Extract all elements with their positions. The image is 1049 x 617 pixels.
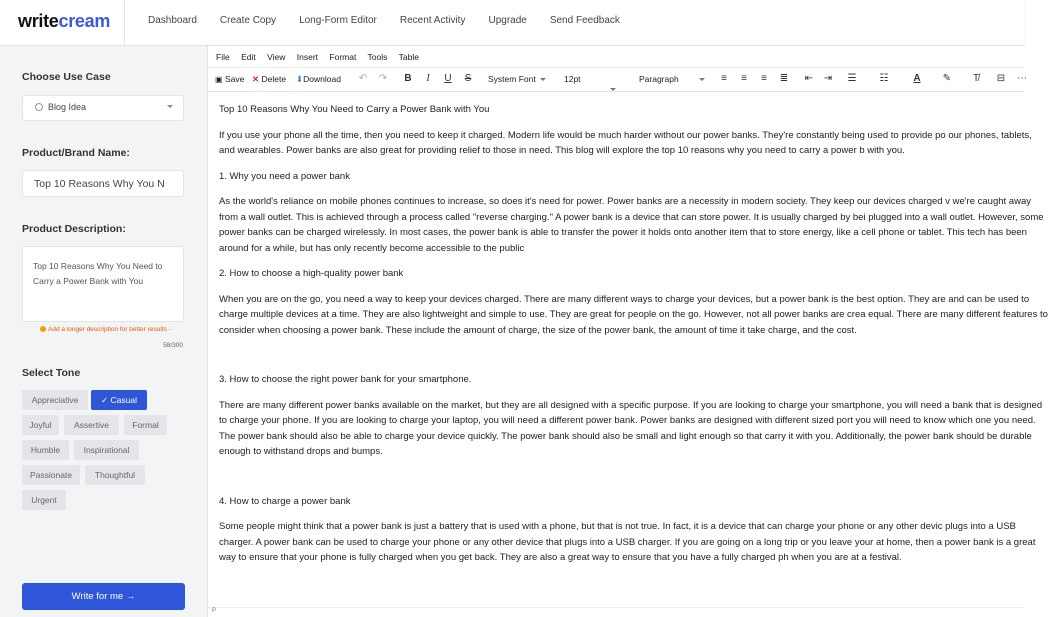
heading-3: 3. How to choose the right power bank for your smartphone.: [219, 374, 472, 385]
menu-table[interactable]: Table: [398, 52, 419, 62]
editor: [208, 46, 1048, 617]
paragraph-1: As the world's reliance on mobile phones continues to increase, so does it's need for power. Power banks are a necessity in modern society. They keep our devices charged v we're caught away from a wall outlet. This is achieved through a process called "reverse charging." A power bank is a device that can store power. It is usually charged by bei plugged into a wall outlet. However, some power banks can be charged wirelessly. In most cases, the power bank is able to transfer the power it holds onto another item that to store energy, like a cell phone or tablet. This tech has been around for a while, but has only recently become accessible to the public: [219, 196, 1044, 254]
download-icon: ⬇: [296, 74, 304, 84]
editor-menubar: [208, 46, 1024, 68]
strikethrough-icon[interactable]: S: [464, 73, 472, 84]
numbered-list-icon[interactable]: ☷: [879, 73, 889, 84]
select-tone-label: Select Tone: [22, 367, 81, 379]
tone-humble[interactable]: Humble: [22, 440, 69, 460]
chevron-down-icon: [540, 78, 546, 81]
use-case-value: Blog Idea: [48, 102, 87, 112]
italic-icon[interactable]: I: [426, 73, 430, 84]
chevron-down-icon: [167, 105, 173, 108]
clear-formatting-icon[interactable]: T̸: [972, 73, 980, 84]
heading-2: 2. How to choose a high-quality power bank: [219, 268, 404, 279]
brand-name-label: Product/Brand Name:: [22, 147, 130, 159]
delete-button[interactable]: ✕ Delete: [252, 74, 287, 84]
tone-appreciative[interactable]: Appreciative: [22, 390, 88, 410]
floppy-icon: ▣: [215, 75, 223, 84]
chevron-down-icon: [610, 88, 616, 91]
editor-toolbar: [208, 68, 1027, 92]
top-bar: [0, 0, 1024, 46]
description-char-count: 58/300: [163, 342, 183, 349]
tone-urgent[interactable]: Urgent: [22, 490, 66, 510]
menu-tools[interactable]: Tools: [367, 52, 388, 62]
bullet-list-icon[interactable]: ☰: [847, 73, 857, 84]
main-nav: [148, 15, 643, 26]
sidebar: [0, 46, 208, 617]
nav-send-feedback[interactable]: Send Feedback: [549, 15, 620, 26]
brand-name-input[interactable]: Top 10 Reasons Why You N: [22, 170, 184, 197]
menu-view[interactable]: View: [267, 52, 286, 62]
use-case-select[interactable]: [22, 95, 184, 121]
bold-icon[interactable]: B: [404, 73, 412, 84]
tone-thoughtful[interactable]: Thoughtful: [85, 465, 145, 485]
text-color-icon[interactable]: A: [913, 73, 921, 84]
align-justify-icon[interactable]: ≣: [779, 73, 789, 84]
tone-inspirational[interactable]: Inspirational: [74, 440, 139, 460]
warning-emoji-icon: [40, 326, 46, 332]
product-description-textarea[interactable]: Top 10 Reasons Why You Need to Carry a Power Bank with You: [22, 246, 184, 322]
underline-icon[interactable]: U: [444, 73, 452, 84]
use-case-label: Choose Use Case: [22, 71, 111, 83]
delete-x-icon: ✕: [252, 74, 260, 84]
menu-format[interactable]: Format: [329, 52, 357, 62]
logo-divider: [124, 0, 125, 46]
menu-file[interactable]: File: [216, 52, 230, 62]
font-size-select[interactable]: 12pt: [564, 74, 630, 94]
align-center-icon[interactable]: ≡: [741, 73, 747, 84]
write-for-me-button[interactable]: Write for me →: [22, 583, 185, 610]
tone-formal[interactable]: Formal: [124, 415, 167, 435]
editor-statusbar: P: [208, 607, 1024, 617]
lightbulb-icon: [35, 103, 43, 111]
align-right-icon[interactable]: ≡: [761, 73, 767, 84]
menu-insert[interactable]: Insert: [296, 52, 319, 62]
tone-joyful[interactable]: Joyful: [22, 415, 59, 435]
download-button[interactable]: ⬇Download: [296, 74, 341, 84]
document-title: Top 10 Reasons Why You Need to Carry a Power Bank with You: [219, 104, 490, 115]
indent-icon[interactable]: ⇥: [823, 73, 833, 84]
align-left-icon[interactable]: ≡: [721, 73, 727, 84]
nav-create-copy[interactable]: Create Copy: [219, 15, 277, 26]
save-button[interactable]: ▣ Save: [215, 74, 245, 84]
font-family-select[interactable]: System Font: [488, 74, 558, 84]
product-description-label: Product Description:: [22, 223, 126, 235]
description-hint: Add a longer description for better results -: [40, 326, 171, 333]
menu-edit[interactable]: Edit: [241, 52, 256, 62]
outdent-icon[interactable]: ⇤: [804, 73, 814, 84]
paragraph-2: When you are on the go, you need a way to keep your devices charged. There are many different ways to charge your devices, but a power bank is the best option. They are and can be used to charge multiple devices at a time. They are also lightweight and simple to use. They are great for people on the go. However, not all power banks are crea equal. There are many different features to consider when choosing a power bank. These include the amount of charge, the size of the power bank, the amount of time it take charge, and the cost.: [219, 293, 1048, 336]
editor-content[interactable]: [219, 102, 1048, 607]
page-break-icon[interactable]: ⊟: [996, 73, 1006, 84]
more-icon[interactable]: ⋯: [1017, 73, 1027, 84]
nav-upgrade[interactable]: Upgrade: [488, 15, 527, 26]
undo-icon[interactable]: ↶: [358, 73, 368, 84]
tone-casual[interactable]: ✓ Casual: [91, 390, 147, 410]
heading-4: 4. How to charge a power bank: [219, 495, 351, 507]
heading-1: 1. Why you need a power bank: [219, 170, 350, 182]
tone-assertive[interactable]: Assertive: [64, 415, 119, 435]
paragraph-4: Some people might think that a power bank is just a battery that is used with a phone, but that is not true. In fact, it is a device that can charge your phone or any other devic plugs into a USB charger. A power bank can be used to charge your phone or any other device that plugs into a USB charger. If you are going on a long trip or you leave your at home, then a power bank is a great way to ensure that your phone is fully charged when you get back. They are also a great way to ensure that you have a fully charged ph when you are at a festival.: [219, 521, 1036, 563]
nav-long-form-editor[interactable]: Long-Form Editor: [299, 15, 377, 26]
chevron-down-icon: [699, 78, 705, 81]
highlight-icon[interactable]: ✎: [942, 73, 952, 84]
block-format-select[interactable]: Paragraph: [639, 74, 711, 84]
paragraph-intro: If you use your phone all the time, then you need to keep it charged. Modern life would be much harder without our power banks. They're constantly being used to provide po our phones, tablets, and wearables. Power banks are also great for providing relief to those in need. This blog will explore the top 10 reasons why you need to carry a power b with you.: [219, 129, 1032, 156]
paragraph-3: There are many different power banks available on the market, but they are all designed with a specific purpose. If you are looking to charge your smartphone, you will need a bank that is designed to charge your phone. If you are looking to charge your laptop, you will need a different power bank. Power banks are designed with different sized port you will need to know which one you need. The power bank should also be able to charge your device quickly. The power bank should also be small and light enough so that carry it with you. Additionally, the power bank should be durable enough to withstand drops and bumps.: [219, 399, 1043, 457]
tone-passionate[interactable]: Passionate: [22, 465, 80, 485]
writecream-logo[interactable]: writecream: [18, 11, 111, 31]
redo-icon[interactable]: ↷: [378, 73, 388, 84]
nav-dashboard[interactable]: Dashboard: [148, 15, 197, 26]
nav-recent-activity[interactable]: Recent Activity: [399, 15, 466, 26]
